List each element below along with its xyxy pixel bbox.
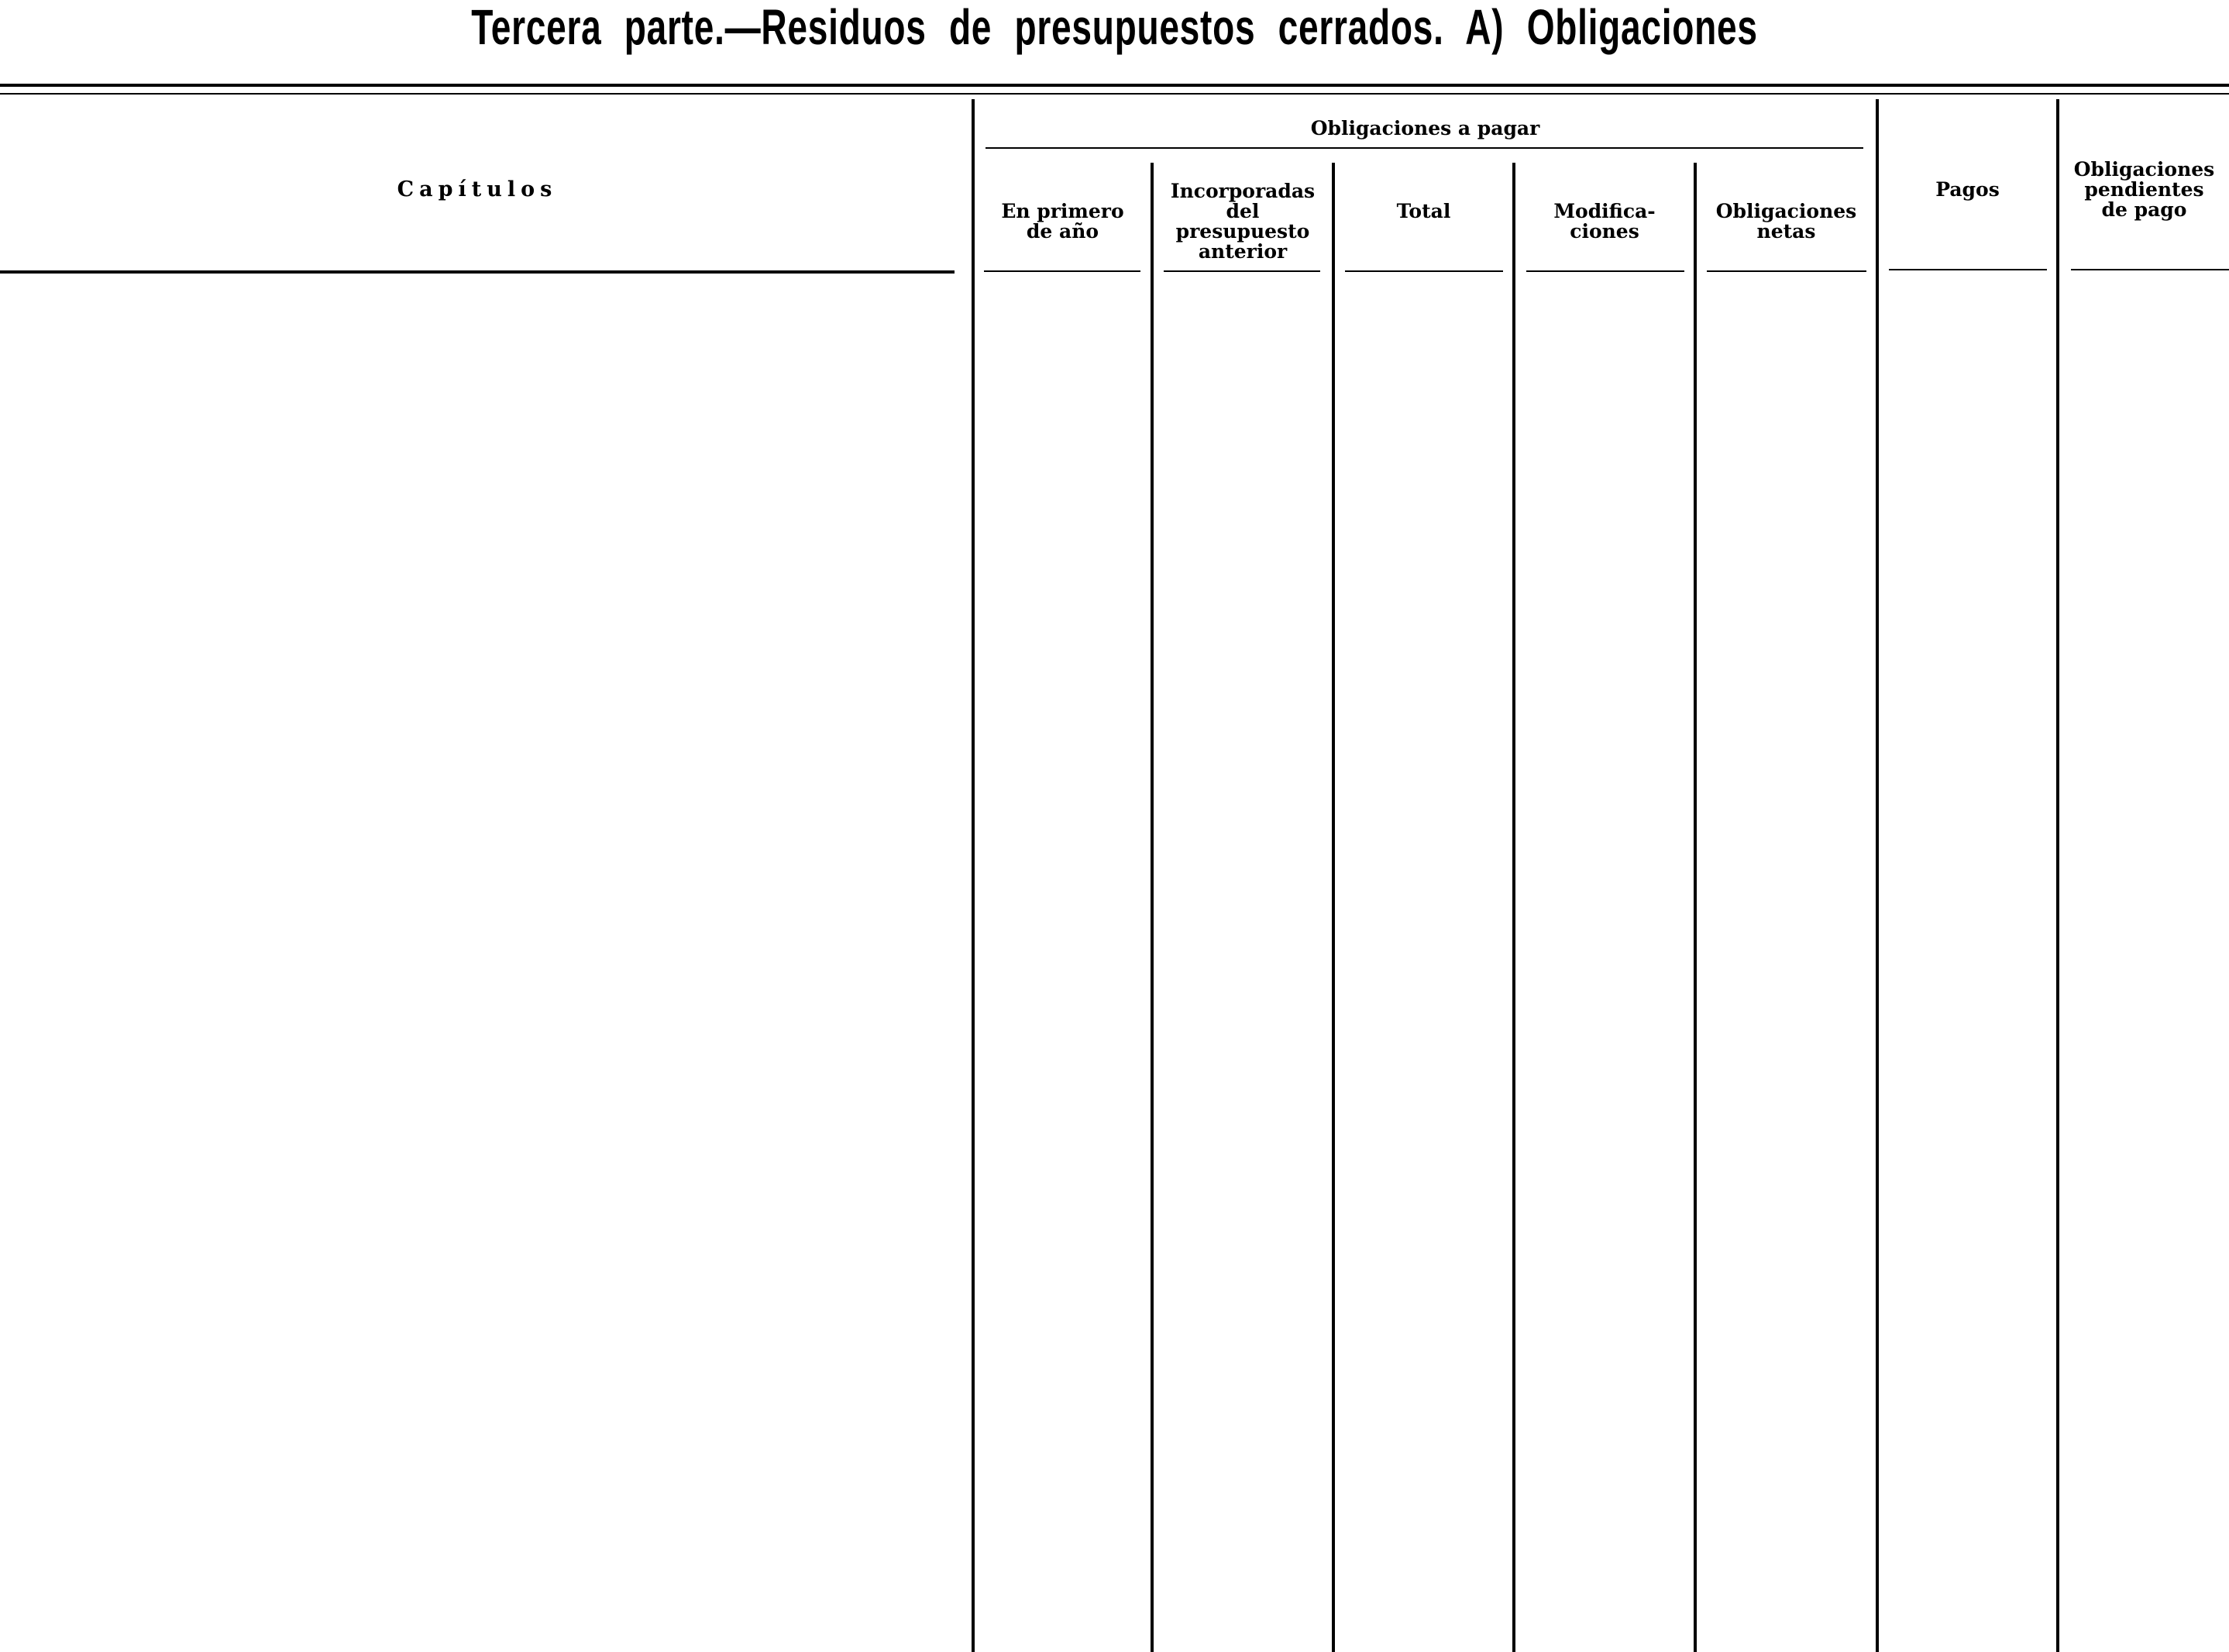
column-separator (1694, 163, 1697, 1652)
header-line: anterior (1198, 240, 1288, 263)
column-separator (2056, 99, 2059, 1652)
header-rule (1889, 269, 2047, 270)
top-rule (0, 84, 2229, 87)
group-header-rule (986, 147, 1863, 149)
column-header-obligaciones-pendientes (2059, 160, 2229, 220)
header-line: Incorporadas (1170, 180, 1316, 202)
column-separator (1151, 163, 1154, 1652)
page-title: Tercera parte.—Residuos de presupuestos cerrados. A) Obligaciones (471, 0, 1758, 55)
header-rule (1707, 270, 1866, 272)
top-rule-thin (0, 93, 2229, 95)
header-line: netas (1756, 220, 1816, 243)
header-rule (0, 270, 955, 274)
header-line: ciones (1570, 220, 1639, 243)
column-header-en-primero (975, 201, 1151, 242)
column-header-obligaciones-netas (1697, 201, 1876, 242)
header-rule (1345, 270, 1503, 272)
column-separator (1876, 99, 1879, 1652)
column-header-total (1335, 201, 1512, 222)
header-line: del (1226, 200, 1260, 222)
row-header-capitulos: Capítulos (397, 177, 558, 201)
header-line: Obligaciones (1715, 200, 1857, 222)
column-separator (972, 99, 975, 1652)
header-line: Pagos (1935, 178, 2000, 201)
header-line: Obligaciones (2073, 158, 2215, 181)
header-line: Modifica- (1553, 200, 1656, 222)
column-header-pagos (1879, 180, 2056, 200)
header-line: Total (1396, 200, 1451, 222)
header-rule (2071, 269, 2229, 270)
header-line: de año (1026, 220, 1099, 243)
header-rule (984, 270, 1140, 272)
header-rule (1164, 270, 1320, 272)
column-header-modificaciones (1515, 201, 1694, 242)
header-line: En primero (1001, 200, 1124, 222)
column-separator (1332, 163, 1335, 1652)
column-separator (1512, 163, 1515, 1652)
header-line: de pago (2101, 198, 2187, 221)
header-rule (1526, 270, 1684, 272)
header-line: pendientes (2084, 178, 2204, 201)
column-header-incorporadas (1154, 181, 1332, 262)
header-line: presupuesto (1175, 220, 1310, 243)
group-header-obligaciones-a-pagar: Obligaciones a pagar (1310, 117, 1540, 139)
